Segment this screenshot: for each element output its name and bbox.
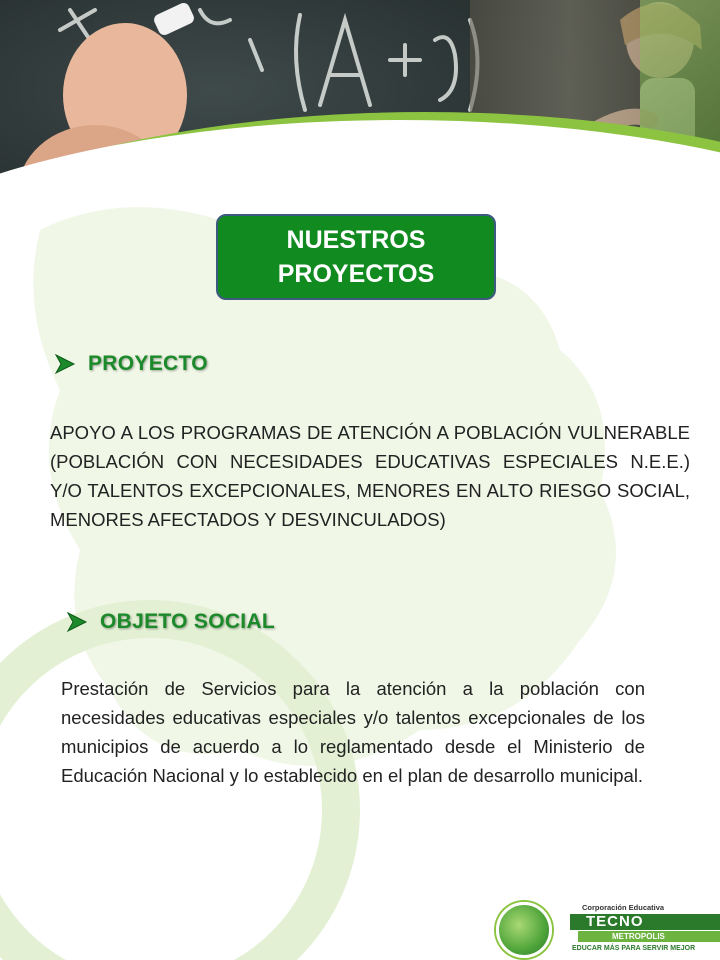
logo-slogan-text: EDUCAR MÁS PARA SERVIR MEJOR	[572, 945, 696, 952]
logo-small-text: Corporación Educativa	[582, 903, 665, 912]
section-heading-objeto-social	[66, 610, 275, 634]
logo-main-text: TECNO	[570, 914, 720, 930]
section-heading-proyecto	[54, 352, 208, 376]
title-box	[216, 214, 496, 300]
tecnometropolis-logo	[492, 896, 720, 960]
section-body-proyecto: APOYO A LOS PROGRAMAS DE ATENCIÓN A POBLACIÓN VULNERABLE (POBLACIÓN CON NECESIDADES EDUCATIVAS ESPECIALES N.E.E.) Y/O TALENTOS EXCEPCIONALES, MENORES EN ALTO RIESGO SOCIAL, MENORES AFECTADOS Y DESVINCULADOS)	[50, 422, 690, 530]
section-heading-text: OBJETO SOCIAL	[100, 610, 276, 633]
section-heading-text: PROYECTO	[88, 352, 208, 375]
page-title: NUESTROS PROYECTOS	[277, 226, 435, 288]
logo-sub-text: METROPOLIS	[578, 931, 720, 942]
section-body-objeto-social: Prestación de Servicios para la atención a la población con necesidades educativas especiales y/o talentos excepcionales de los municipios de acuerdo a lo reglamentado desde el Ministerio de Educación Nacional y lo establecido en el plan de desarrollo municipal.	[61, 678, 645, 786]
arrow-bullet-icon	[66, 611, 88, 633]
arrow-bullet-icon	[54, 353, 76, 375]
logo-emblem-icon	[496, 902, 552, 958]
